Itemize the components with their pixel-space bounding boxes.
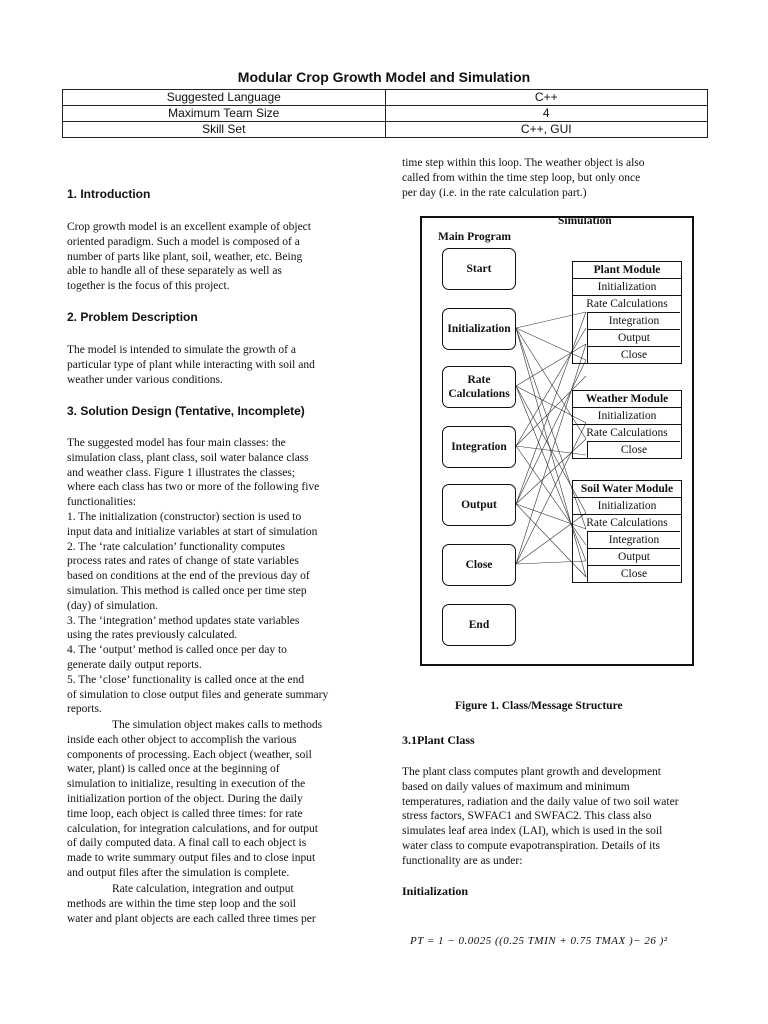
text-line: and output files after the simulation is complete. [67, 866, 290, 879]
plant-module-item: Output [587, 329, 680, 346]
plant-class-paragraph [402, 765, 700, 869]
info-table [62, 89, 708, 138]
text-line: number of parts like plant, soil, weather, etc. Being [67, 250, 303, 263]
text-line: water and plant objects are each called three times per [67, 912, 316, 925]
main-box-close: Close [442, 544, 516, 586]
text-line: time step within this loop. The weather object is also [402, 157, 645, 169]
text-line: simulation to initialize, resulting in execution of the [67, 778, 306, 791]
text-line: methods are within the time step loop and the soil [67, 897, 297, 910]
text-line: Rate calculation, integration and output [112, 883, 294, 895]
simulation-paragraph [67, 718, 337, 881]
main-box-end: End [442, 604, 516, 646]
text-line: The suggested model has four main classes: the [67, 437, 286, 449]
text-line: together is the focus of this project. [67, 280, 230, 293]
table-row [63, 106, 708, 122]
text-line: using the rates previously calculated. [67, 629, 238, 642]
main-box-integration: Integration [442, 426, 516, 468]
weather-module [572, 390, 682, 459]
text-line: of simulation to close output files and generate summary [67, 688, 329, 701]
main-program-label: Main Program [438, 231, 511, 243]
text-line: stress factors, SWFAC1 and SWFAC2. This class also [402, 810, 652, 823]
text-line: able to handle all of these separately as well as [67, 265, 282, 278]
text-line: temperatures, radiation and the daily value of two soil water [402, 795, 679, 808]
main-box-start: Start [442, 248, 516, 290]
continued-paragraph [402, 156, 674, 200]
section-heading-problem: 2. Problem Description [67, 310, 198, 324]
text-line: process rates and rates of change of state variables [67, 555, 299, 568]
text-line: functionalities: [67, 496, 136, 509]
text-line: weather under various conditions. [67, 373, 223, 386]
text-line: and weather class. Figure 1 illustrates the classes; [67, 466, 296, 479]
initialization-heading: Initialization [402, 884, 469, 898]
text-line: components of processing. Each object (weather, soil [67, 748, 312, 761]
class-message-figure [420, 216, 696, 668]
table-cell: Skill Set [63, 122, 386, 138]
plant-module-item: Initialization [573, 278, 681, 295]
text-line: based on daily values of maximum and minimum [402, 780, 630, 793]
plant-module-item: Close [587, 346, 680, 363]
text-line: calculation, for integration calculations, and for output [67, 822, 319, 835]
text-line: 5. The ‘close’ functionality is called once at the end [67, 673, 305, 686]
table-cell: C++, GUI [385, 122, 708, 138]
main-box-rate-calculations: Rate Calculations [442, 366, 516, 408]
soil-water-module [572, 480, 682, 583]
text-line: The plant class computes plant growth and development [402, 766, 662, 778]
text-line: generate daily output reports. [67, 658, 202, 671]
text-line: Crop growth model is an excellent example of object [67, 221, 311, 233]
plant-module-item: Rate Calculations [573, 295, 681, 312]
section-heading-plant-class: 3.1Plant Class [402, 733, 475, 747]
text-line: functionality are as under: [402, 854, 523, 867]
page-title: Modular Crop Growth Model and Simulation [237, 69, 531, 85]
table-cell: Suggested Language [63, 90, 386, 106]
table-cell: 4 [385, 106, 708, 122]
weather-module-title: Weather Module [585, 393, 669, 405]
plant-module [572, 261, 682, 364]
soil-water-module-title: Soil Water Module [580, 483, 674, 495]
text-line: oriented paradigm. Such a model is composed of a [67, 235, 300, 248]
section-heading-design: 3. Solution Design (Tentative, Incomplete) [67, 404, 305, 418]
table-row [63, 90, 708, 106]
text-line: per day (i.e. in the rate calculation part.) [402, 186, 587, 199]
text-line: The model is intended to simulate the growth of a [67, 344, 296, 356]
soil-water-module-item: Initialization [573, 497, 681, 514]
plant-module-item: Integration [587, 312, 680, 329]
text-line: where each class has two or more of the following five [67, 481, 320, 494]
rate-paragraph [67, 882, 337, 926]
text-line: 4. The ‘output’ method is called once per day to [67, 644, 287, 657]
text-line: made to write summary output files and to close input [67, 852, 316, 865]
text-line: water class to compute evapotranspiration. Details of its [402, 839, 661, 852]
problem-paragraph [67, 343, 337, 387]
figure-caption: Figure 1. Class/Message Structure [455, 700, 623, 712]
section-heading-introduction: 1. Introduction [67, 187, 151, 201]
text-line: input data and initialize variables at start of simulation [67, 525, 318, 538]
text-line: simulation class, plant class, soil water balance class [67, 451, 309, 464]
text-line: water, plant) is called once at the beginning of [67, 763, 280, 776]
simulation-label: Simulation [558, 215, 612, 227]
table-row [63, 122, 708, 138]
table-cell: C++ [385, 90, 708, 106]
main-box-initialization: Initialization [442, 308, 516, 350]
table-cell: Maximum Team Size [63, 106, 386, 122]
pt-formula: PT = 1 − 0.0025 ((0.25 TMIN + 0.75 TMAX )− 26 )² [410, 935, 668, 947]
weather-module-item: Close [587, 441, 680, 458]
main-box-output: Output [442, 484, 516, 526]
text-line: 2. The ‘rate calculation’ functionality computes [67, 540, 285, 553]
plant-module-title: Plant Module [593, 264, 661, 276]
text-line: of daily computed data. A final call to each object is [67, 837, 307, 850]
text-line: reports. [67, 703, 102, 716]
text-line: time loop, each object is called three times: for rate [67, 807, 303, 820]
text-line: 1. The initialization (constructor) section is used to [67, 510, 302, 523]
soil-water-module-item: Close [587, 565, 680, 582]
intro-paragraph [67, 220, 337, 294]
soil-water-module-item: Integration [587, 531, 680, 548]
text-line: initialization portion of the object. During the daily [67, 792, 303, 805]
text-line: called from within the time step loop, but only once [402, 171, 641, 184]
weather-module-item: Initialization [573, 407, 681, 424]
text-line: inside each other object to accomplish the various [67, 733, 297, 746]
text-line: particular type of plant while interacting with soil and [67, 358, 315, 371]
text-line: The simulation object makes calls to methods [112, 719, 323, 731]
weather-module-item: Rate Calculations [573, 424, 681, 441]
soil-water-module-item: Rate Calculations [573, 514, 681, 531]
design-paragraph [67, 436, 337, 717]
text-line: 3. The ‘integration’ method updates state variables [67, 614, 300, 627]
text-line: simulation. This method is called once per time step [67, 584, 307, 597]
text-line: (day) of simulation. [67, 599, 159, 612]
text-line: based on conditions at the end of the previous day of [67, 570, 310, 583]
soil-water-module-item: Output [587, 548, 680, 565]
text-line: simulates leaf area index (LAI), which is used in the soil [402, 825, 663, 838]
